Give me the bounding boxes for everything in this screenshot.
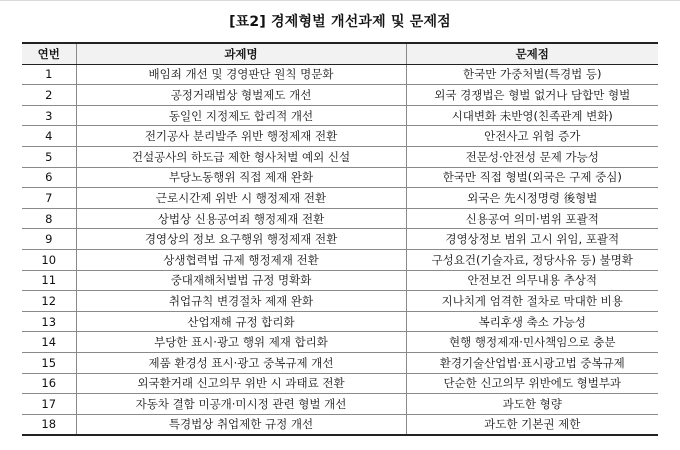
row-number: 14 bbox=[22, 332, 76, 353]
problem-text: 지나치게 엄격한 절차로 막대한 비용 bbox=[406, 291, 658, 312]
row-number: 6 bbox=[22, 167, 76, 188]
problem-text: 단순한 신고의무 위반에도 형벌부과 bbox=[406, 373, 658, 394]
problem-text: 한국만 가중처벌(특경법 등) bbox=[406, 64, 658, 85]
task-name: 전기공사 분리발주 위반 행정제재 전환 bbox=[76, 126, 406, 147]
problem-text: 현행 행정제재·민사책임으로 충분 bbox=[406, 332, 658, 353]
problem-text: 전문성·안전성 문제 가능성 bbox=[406, 146, 658, 167]
table-row bbox=[22, 249, 658, 270]
header-task: 과제명 bbox=[76, 43, 406, 64]
table-row bbox=[22, 373, 658, 394]
table-row bbox=[22, 85, 658, 106]
row-number: 9 bbox=[22, 229, 76, 250]
row-number: 12 bbox=[22, 291, 76, 312]
problem-text: 한국만 직접 형벌(외국은 구제 중심) bbox=[406, 167, 658, 188]
row-number: 11 bbox=[22, 270, 76, 291]
top-divider bbox=[0, 0, 680, 1]
header-problem: 문제점 bbox=[406, 43, 658, 64]
row-number: 10 bbox=[22, 249, 76, 270]
row-number: 16 bbox=[22, 373, 76, 394]
header-no: 연번 bbox=[22, 43, 76, 64]
task-name: 건설공사의 하도급 제한 형사처벌 예외 신설 bbox=[76, 146, 406, 167]
row-number: 13 bbox=[22, 311, 76, 332]
task-name: 근로시간제 위반 시 행정제재 전환 bbox=[76, 188, 406, 209]
table-row bbox=[22, 64, 658, 85]
table-row bbox=[22, 167, 658, 188]
table-title: [표2] 경제형벌 개선과제 및 문제점 bbox=[229, 14, 451, 30]
task-name: 경영상의 정보 요구행위 행정제재 전환 bbox=[76, 229, 406, 250]
table-row bbox=[22, 146, 658, 167]
task-name: 특경법상 취업제한 규정 개선 bbox=[76, 414, 406, 435]
table-row bbox=[22, 126, 658, 147]
row-number: 1 bbox=[22, 64, 76, 85]
task-name: 중대재해처벌법 규정 명확화 bbox=[76, 270, 406, 291]
table-row bbox=[22, 208, 658, 229]
task-name: 부당한 표시·광고 행위 제재 합리화 bbox=[76, 332, 406, 353]
problem-text: 경영상정보 범위 고시 위임, 포괄적 bbox=[406, 229, 658, 250]
table-row bbox=[22, 414, 658, 435]
table-row bbox=[22, 188, 658, 209]
problem-text: 복리후생 축소 가능성 bbox=[406, 311, 658, 332]
row-number: 3 bbox=[22, 105, 76, 126]
problem-text: 과도한 형량 bbox=[406, 394, 658, 415]
table-row bbox=[22, 270, 658, 291]
task-name: 외국환거래 신고의무 위반 시 과태료 전환 bbox=[76, 373, 406, 394]
row-number: 2 bbox=[22, 85, 76, 106]
row-number: 7 bbox=[22, 188, 76, 209]
task-name: 산업재해 규정 합리화 bbox=[76, 311, 406, 332]
table-row bbox=[22, 229, 658, 250]
row-number: 5 bbox=[22, 146, 76, 167]
problem-text: 구성요건(기술자료, 정당사유 등) 불명확 bbox=[406, 249, 658, 270]
problem-text: 환경기술산업법·표시광고법 중복규제 bbox=[406, 352, 658, 373]
task-name: 상법상 신용공여죄 행정제재 전환 bbox=[76, 208, 406, 229]
row-number: 17 bbox=[22, 394, 76, 415]
problem-text: 안전사고 위험 증가 bbox=[406, 126, 658, 147]
task-name: 자동차 결함 미공개·미시정 관련 형벌 개선 bbox=[76, 394, 406, 415]
problem-text: 외국 경쟁법은 형벌 없거나 담합만 형벌 bbox=[406, 85, 658, 106]
task-name: 제품 환경성 표시·광고 중복규제 개선 bbox=[76, 352, 406, 373]
table-row bbox=[22, 291, 658, 312]
task-name: 동일인 지정제도 합리적 개선 bbox=[76, 105, 406, 126]
table-row bbox=[22, 394, 658, 415]
row-number: 15 bbox=[22, 352, 76, 373]
problem-text: 시대변화 未반영(친족관계 변화) bbox=[406, 105, 658, 126]
row-number: 18 bbox=[22, 414, 76, 435]
task-name: 취업규칙 변경절차 제재 완화 bbox=[76, 291, 406, 312]
table-row bbox=[22, 352, 658, 373]
table-row bbox=[22, 105, 658, 126]
task-name: 부당노동행위 직접 제재 완화 bbox=[76, 167, 406, 188]
problem-text: 외국은 先시정명령 後형벌 bbox=[406, 188, 658, 209]
reform-table bbox=[22, 42, 658, 436]
row-number: 4 bbox=[22, 126, 76, 147]
task-name: 배임죄 개선 및 경영판단 원칙 명문화 bbox=[76, 64, 406, 85]
problem-text: 과도한 기본권 제한 bbox=[406, 414, 658, 435]
table-row bbox=[22, 311, 658, 332]
problem-text: 신용공여 의미·범위 포괄적 bbox=[406, 208, 658, 229]
task-name: 상생협력법 규제 행정제재 전환 bbox=[76, 249, 406, 270]
header-row bbox=[22, 43, 658, 64]
table-row bbox=[22, 332, 658, 353]
row-number: 8 bbox=[22, 208, 76, 229]
task-name: 공정거래법상 형벌제도 개선 bbox=[76, 85, 406, 106]
problem-text: 안전보건 의무내용 추상적 bbox=[406, 270, 658, 291]
